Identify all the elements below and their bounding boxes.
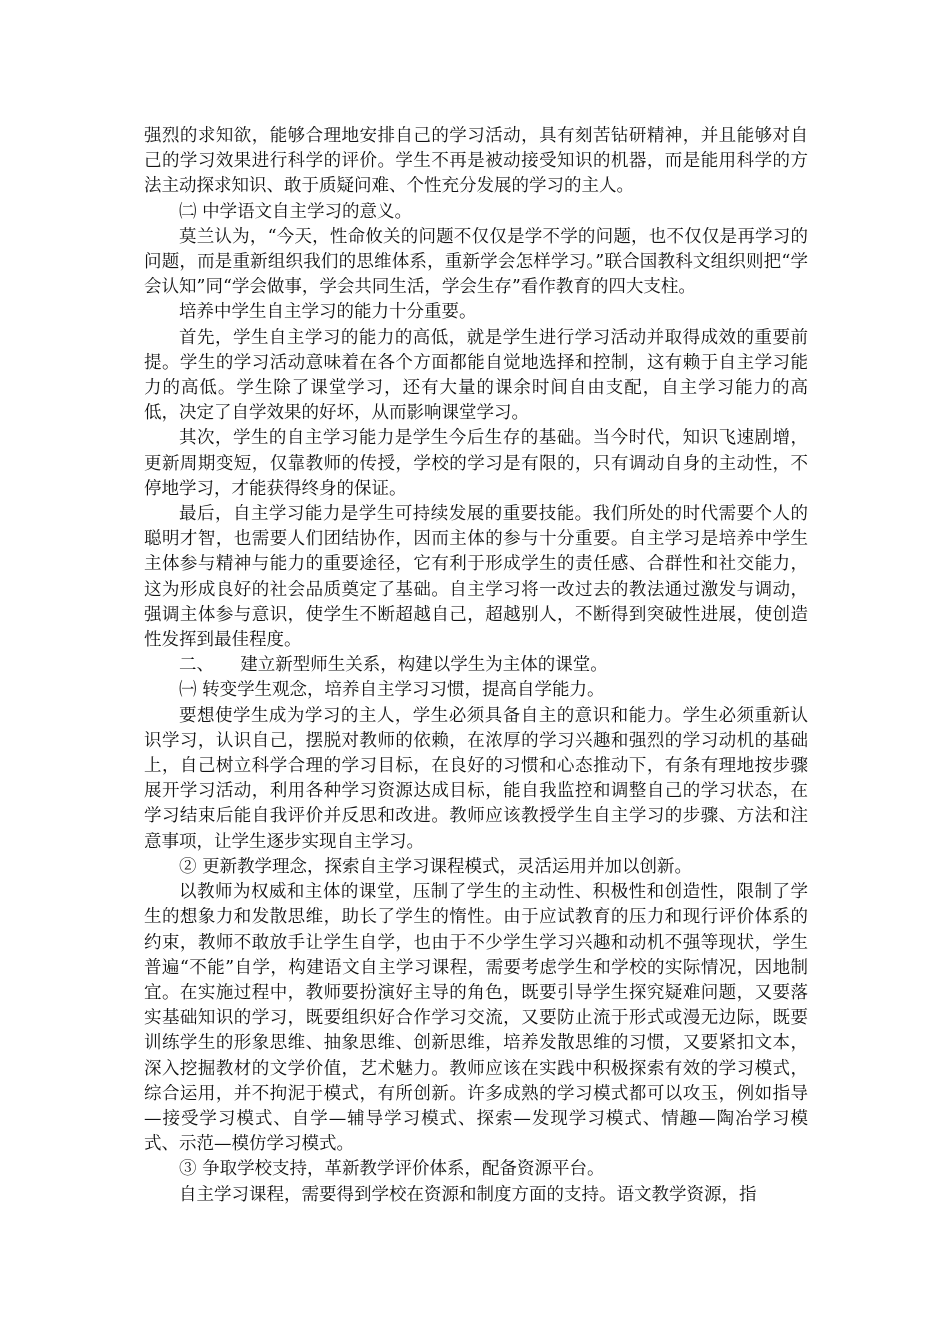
document-body (144, 124, 808, 1208)
subsection-heading-three: ③ 争取学校支持，革新教学评价体系，配备资源平台。 (179, 1159, 605, 1180)
section-heading-significance: ㈡ 中学语文自主学习的意义。 (179, 201, 413, 222)
paragraph-last: 最后，自主学习能力是学生可持续发展的重要技能。我们所处的时代需要个人的聪明才智，也需要人们团结协作，因而主体的参与十分重要。自主学习是培养中学生主体参与精神与能力的重要途径，它有利于形成学生的责任感、合群性和社交能力，这为形成良好的社会品质奠定了基础。自主学习将一改过去的教法通过激发与调动，强调主体参与意识，使学生不断超越自己，超越别人，不断得到突破性进展，使创造性发挥到最佳程度。 (144, 504, 808, 651)
paragraph-importance: 培养中学生自主学习的能力十分重要。 (179, 302, 477, 323)
paragraph-second: 其次，学生的自主学习能力是学生今后生存的基础。当今时代，知识飞速剧增，更新周期变短，仅靠教师的传授，学校的学习是有限的，只有调动自身的主动性，不停地学习，才能获得终身的保证。 (144, 428, 808, 499)
subsection-heading-two: ② 更新教学理念，探索自主学习课程模式，灵活运用并加以创新。 (179, 856, 693, 877)
subsection-heading-one: ㈠ 转变学生观念，培养自主学习习惯，提高自学能力。 (179, 680, 605, 701)
paragraph-student-master: 要想使学生成为学习的主人，学生必须具备自主的意识和能力。学生必须重新认识学习，认识自己，摆脱对教师的依赖，在浓厚的学习兴趣和强烈的学习动机的基础上，自己树立科学合理的学习目标，在良好的习惯和心态推动下，有条有理地按步骤展开学习活动，利用各种学习资源达成目标，能自我监控和调整自己的学习状态，在学习结束后能自我评价并反思和改进。教师应该教授学生自主学习的步骤、方法和注意事项，让学生逐步实现自主学习。 (144, 705, 808, 852)
paragraph-first: 首先，学生自主学习的能力的高低，就是学生进行学习活动并取得成效的重要前提。学生的学习活动意味着在各个方面都能自觉地选择和控制，这有赖于自主学习能力的高低。学生除了课堂学习，还有大量的课余时间自由支配，自主学习能力的高低，决定了自学效果的好坏，从而影响课堂学习。 (144, 327, 808, 424)
paragraph-continuation: 强烈的求知欲，能够合理地安排自己的学习活动，具有刻苦钻研精神，并且能够对自己的学习效果进行科学的评价。学生不再是被动接受知识的机器，而是能用科学的方法主动探求知识、敢于质疑问难、个性充分发展的学习的主人。 (144, 126, 808, 197)
section-heading-two: 二、 建立新型师生关系，构建以学生为主体的课堂。 (179, 655, 608, 676)
paragraph-teacher-centered: 以教师为权威和主体的课堂，压制了学生的主动性、积极性和创造性，限制了学生的想象力和发散思维，助长了学生的惰性。由于应试教育的压力和现行评价体系的约束，教师不敢放手让学生自学，也由于不少学生学习兴趣和动机不强等现状，学生普遍“不能”自学，构建语文自主学习课程，需要考虑学生和学校的实际情况，因地制宜。在实施过程中，教师要扮演好主导的角色，既要引导学生探究疑难问题，又要落实基础知识的学习，既要组织好合作学习交流，又要防止流于形式或漫无边际，既要训练学生的形象思维、抽象思维、创新思维，培养发散思维的习惯，又要紧扣文本，深入挖掘教材的文学价值，艺术魅力。教师应该在实践中积极探索有效的学习模式，综合运用，并不拘泥于模式，有所创新。许多成熟的学习模式都可以攻玉，例如指导—接受学习模式、自学—辅导学习模式、探索—发现学习模式、情趣—陶冶学习模式、示范—模仿学习模式。 (144, 882, 808, 1155)
paragraph-school-support: 自主学习课程，需要得到学校在资源和制度方面的支持。语文教学资源，指 (179, 1184, 757, 1205)
paragraph-morin-quote: 莫兰认为，“今天，性命攸关的问题不仅仅是学不学的问题，也不仅仅是再学习的问题，而是重新组织我们的思维体系，重新学会怎样学习。”联合国教科文组织则把“学会认知”同“学会做事，学会共同生活，学会生存”看作教育的四大支柱。 (144, 226, 808, 298)
